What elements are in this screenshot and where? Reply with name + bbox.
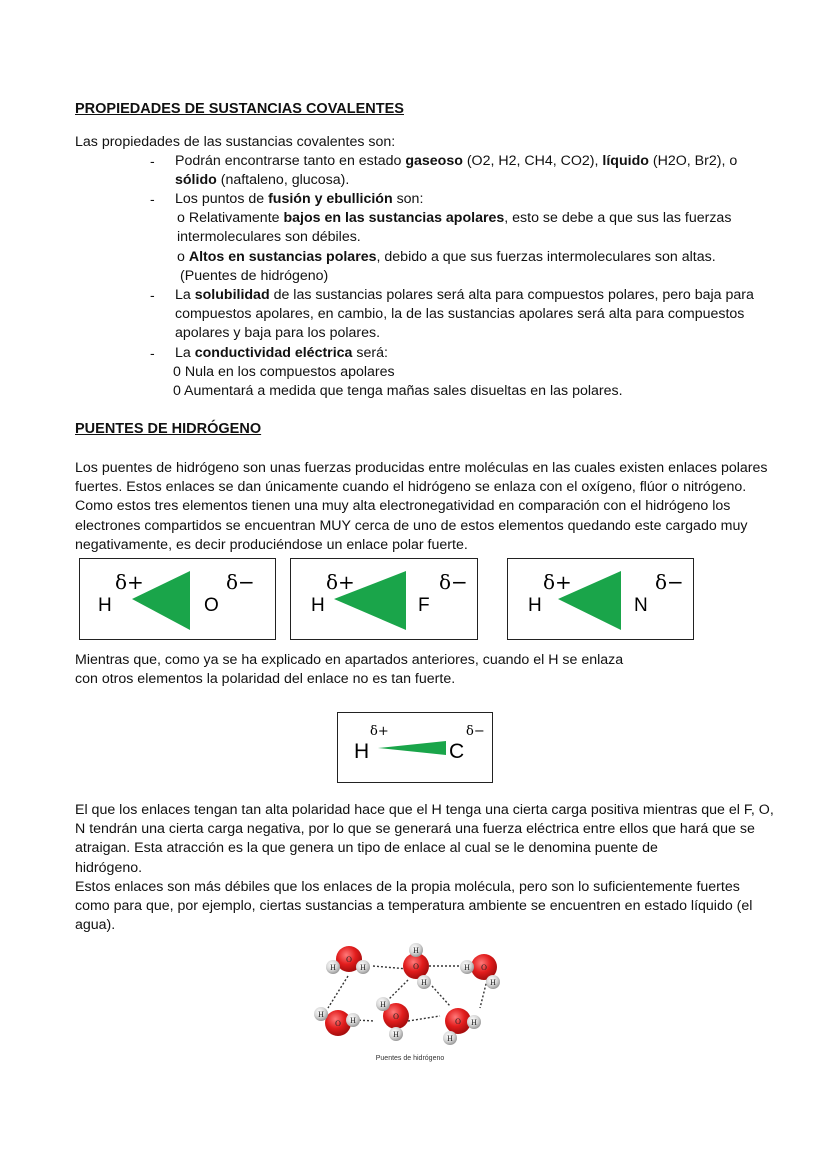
atom-label-h: H [528, 595, 542, 616]
bullet-3-line-2: compuestos apolares, en cambio, la de las sustancias apolares será alta para compuestos [175, 306, 745, 322]
paragraph-line: fuertes. Estos enlaces se dan únicamente cuando el hidrógeno se enlaza con el oxígeno, flúor o nitrógeno. [75, 479, 747, 496]
bond-diagram-h-n [507, 558, 694, 640]
bond-diagram-h-f [290, 558, 478, 640]
atom-letter: O [455, 1017, 461, 1026]
atom-letter: H [350, 1016, 356, 1025]
bullet-2-sub-1: o Relativamente bajos en las sustancias apolares, esto se debe a que sus las fuerzas [177, 210, 732, 226]
paragraph-line: Los puentes de hidrógeno son unas fuerzas producidas entre moléculas en las cuales existen enlaces polares [75, 460, 768, 476]
atom-letter: O [393, 1012, 399, 1021]
atom-letter: H [330, 963, 336, 972]
bullet-dash: - [150, 153, 155, 169]
paragraph-line: con otros elementos la polaridad del enlace no es tan fuerte. [75, 671, 456, 688]
atom-letter: H [393, 1030, 399, 1039]
section-heading-puentes: PUENTES DE HIDRÓGENO [75, 421, 262, 437]
figure-caption: Puentes de hidrógeno [375, 1055, 445, 1062]
atom-label-h: H [311, 595, 325, 616]
delta-plus: δ+ [115, 570, 144, 594]
atom-letter: O [481, 963, 487, 972]
bullet-2-sub-2: o Altos en sustancias polares, debido a que sus fuerzas intermoleculares son altas. [177, 249, 716, 265]
bond-diagram-h-o [79, 558, 276, 640]
paragraph-2 [75, 651, 623, 689]
paragraph-line: agua). [75, 917, 116, 934]
intro-text: Las propiedades de las sustancias covalentes son: [75, 134, 396, 150]
atom-letter: O [346, 955, 352, 964]
bullet-1-line-1: Podrán encontrarse tanto en estado gaseoso (O2, H2, CH4, CO2), líquido (H2O, Br2), o [175, 153, 738, 169]
atom-letter: H [447, 1034, 453, 1043]
atom-label-c: C [449, 740, 465, 763]
atom-letter: H [318, 1010, 324, 1019]
paragraph-line: Mientras que, como ya se ha explicado en apartados anteriores, cuando el H se enlaza [75, 652, 624, 668]
paragraph-line: como para que, por ejemplo, ciertas sustancias a temperatura ambiente se encuentren en estado líquido (el [75, 898, 753, 915]
bond-diagram-h-c [337, 712, 493, 783]
atom-label-n: N [634, 595, 648, 616]
atom-letter: H [380, 1000, 386, 1009]
bullet-4-line-1: La conductividad eléctrica será: [175, 345, 388, 361]
paragraph-line: Estos enlaces son más débiles que los enlaces de la propia molécula, pero son lo suficientemente fuertes [75, 878, 740, 895]
bullet-2-line-1: Los puntos de fusión y ebullición son: [175, 191, 424, 207]
water-hydrogen-bonds-figure [300, 936, 520, 1066]
paragraph-line: atraigan. Esta atracción es la que genera un tipo de enlace al cual se le denomina puente de [75, 840, 658, 857]
atom-letter: H [360, 963, 366, 972]
bullet-dash: - [150, 345, 155, 361]
bullet-dash: - [150, 287, 155, 303]
paragraph-line: N tendrán una cierta carga negativa, por lo que se generará una fuerza eléctrica entre ellos que hará que se [75, 821, 755, 838]
atom-label-o: O [204, 595, 219, 616]
bullet-3-line-3: apolares y baja para los polares. [175, 325, 381, 341]
bullet-2-sub-2-cont: (Puentes de hidrógeno) [180, 268, 329, 284]
paragraph-line: hidrógeno. [75, 859, 143, 876]
atom-letter: H [464, 963, 470, 972]
atom-letter: H [471, 1018, 477, 1027]
delta-minus: δ− [226, 570, 255, 594]
paragraph-line: El que los enlaces tengan tan alta polaridad hace que el H tenga una cierta carga positiva mientras que el F, O, [75, 802, 774, 818]
section-heading-propiedades: PROPIEDADES DE SUSTANCIAS COVALENTES [75, 101, 404, 117]
delta-minus: δ− [439, 570, 468, 594]
paragraph-1 [75, 459, 775, 555]
bullet-4-sub-1: 0 Nula en los compuestos apolares [173, 364, 395, 380]
atom-letter: H [413, 946, 419, 955]
atom-label-h: H [354, 740, 370, 763]
paragraph-line: negativamente, es decir produciéndose un enlace polar fuerte. [75, 536, 468, 553]
atom-letter: H [421, 978, 427, 987]
bullet-2-sub-1-cont: intermoleculares son débiles. [177, 229, 361, 245]
delta-plus: δ+ [326, 570, 355, 594]
atom-letter: O [413, 962, 419, 971]
atom-letter: H [490, 978, 496, 987]
bullet-4-sub-2: 0 Aumentará a medida que tenga mañas sales disueltas en las polares. [173, 383, 623, 399]
atom-label-h: H [98, 595, 112, 616]
paragraph-line: Como estos tres elementos tienen una muy alta electronegatividad en comparación con el hidrógeno los [75, 498, 731, 515]
bullet-3-line-1: La solubilidad de las sustancias polares será alta para compuestos polares, pero baja para [175, 287, 754, 303]
delta-minus: δ− [466, 724, 485, 739]
atom-letter: O [335, 1019, 341, 1028]
paragraph-line: electrones compartidos se encuentran MUY cerca de uno de estos elementos quedando este cargado muy [75, 517, 748, 534]
delta-minus: δ− [655, 570, 684, 594]
atom-label-f: F [418, 595, 430, 616]
bullet-dash: - [150, 191, 155, 207]
delta-plus: δ+ [370, 724, 389, 739]
delta-plus: δ+ [543, 570, 572, 594]
paragraph-3 [75, 801, 775, 935]
bullet-1-line-2: sólido (naftaleno, glucosa). [175, 172, 350, 188]
